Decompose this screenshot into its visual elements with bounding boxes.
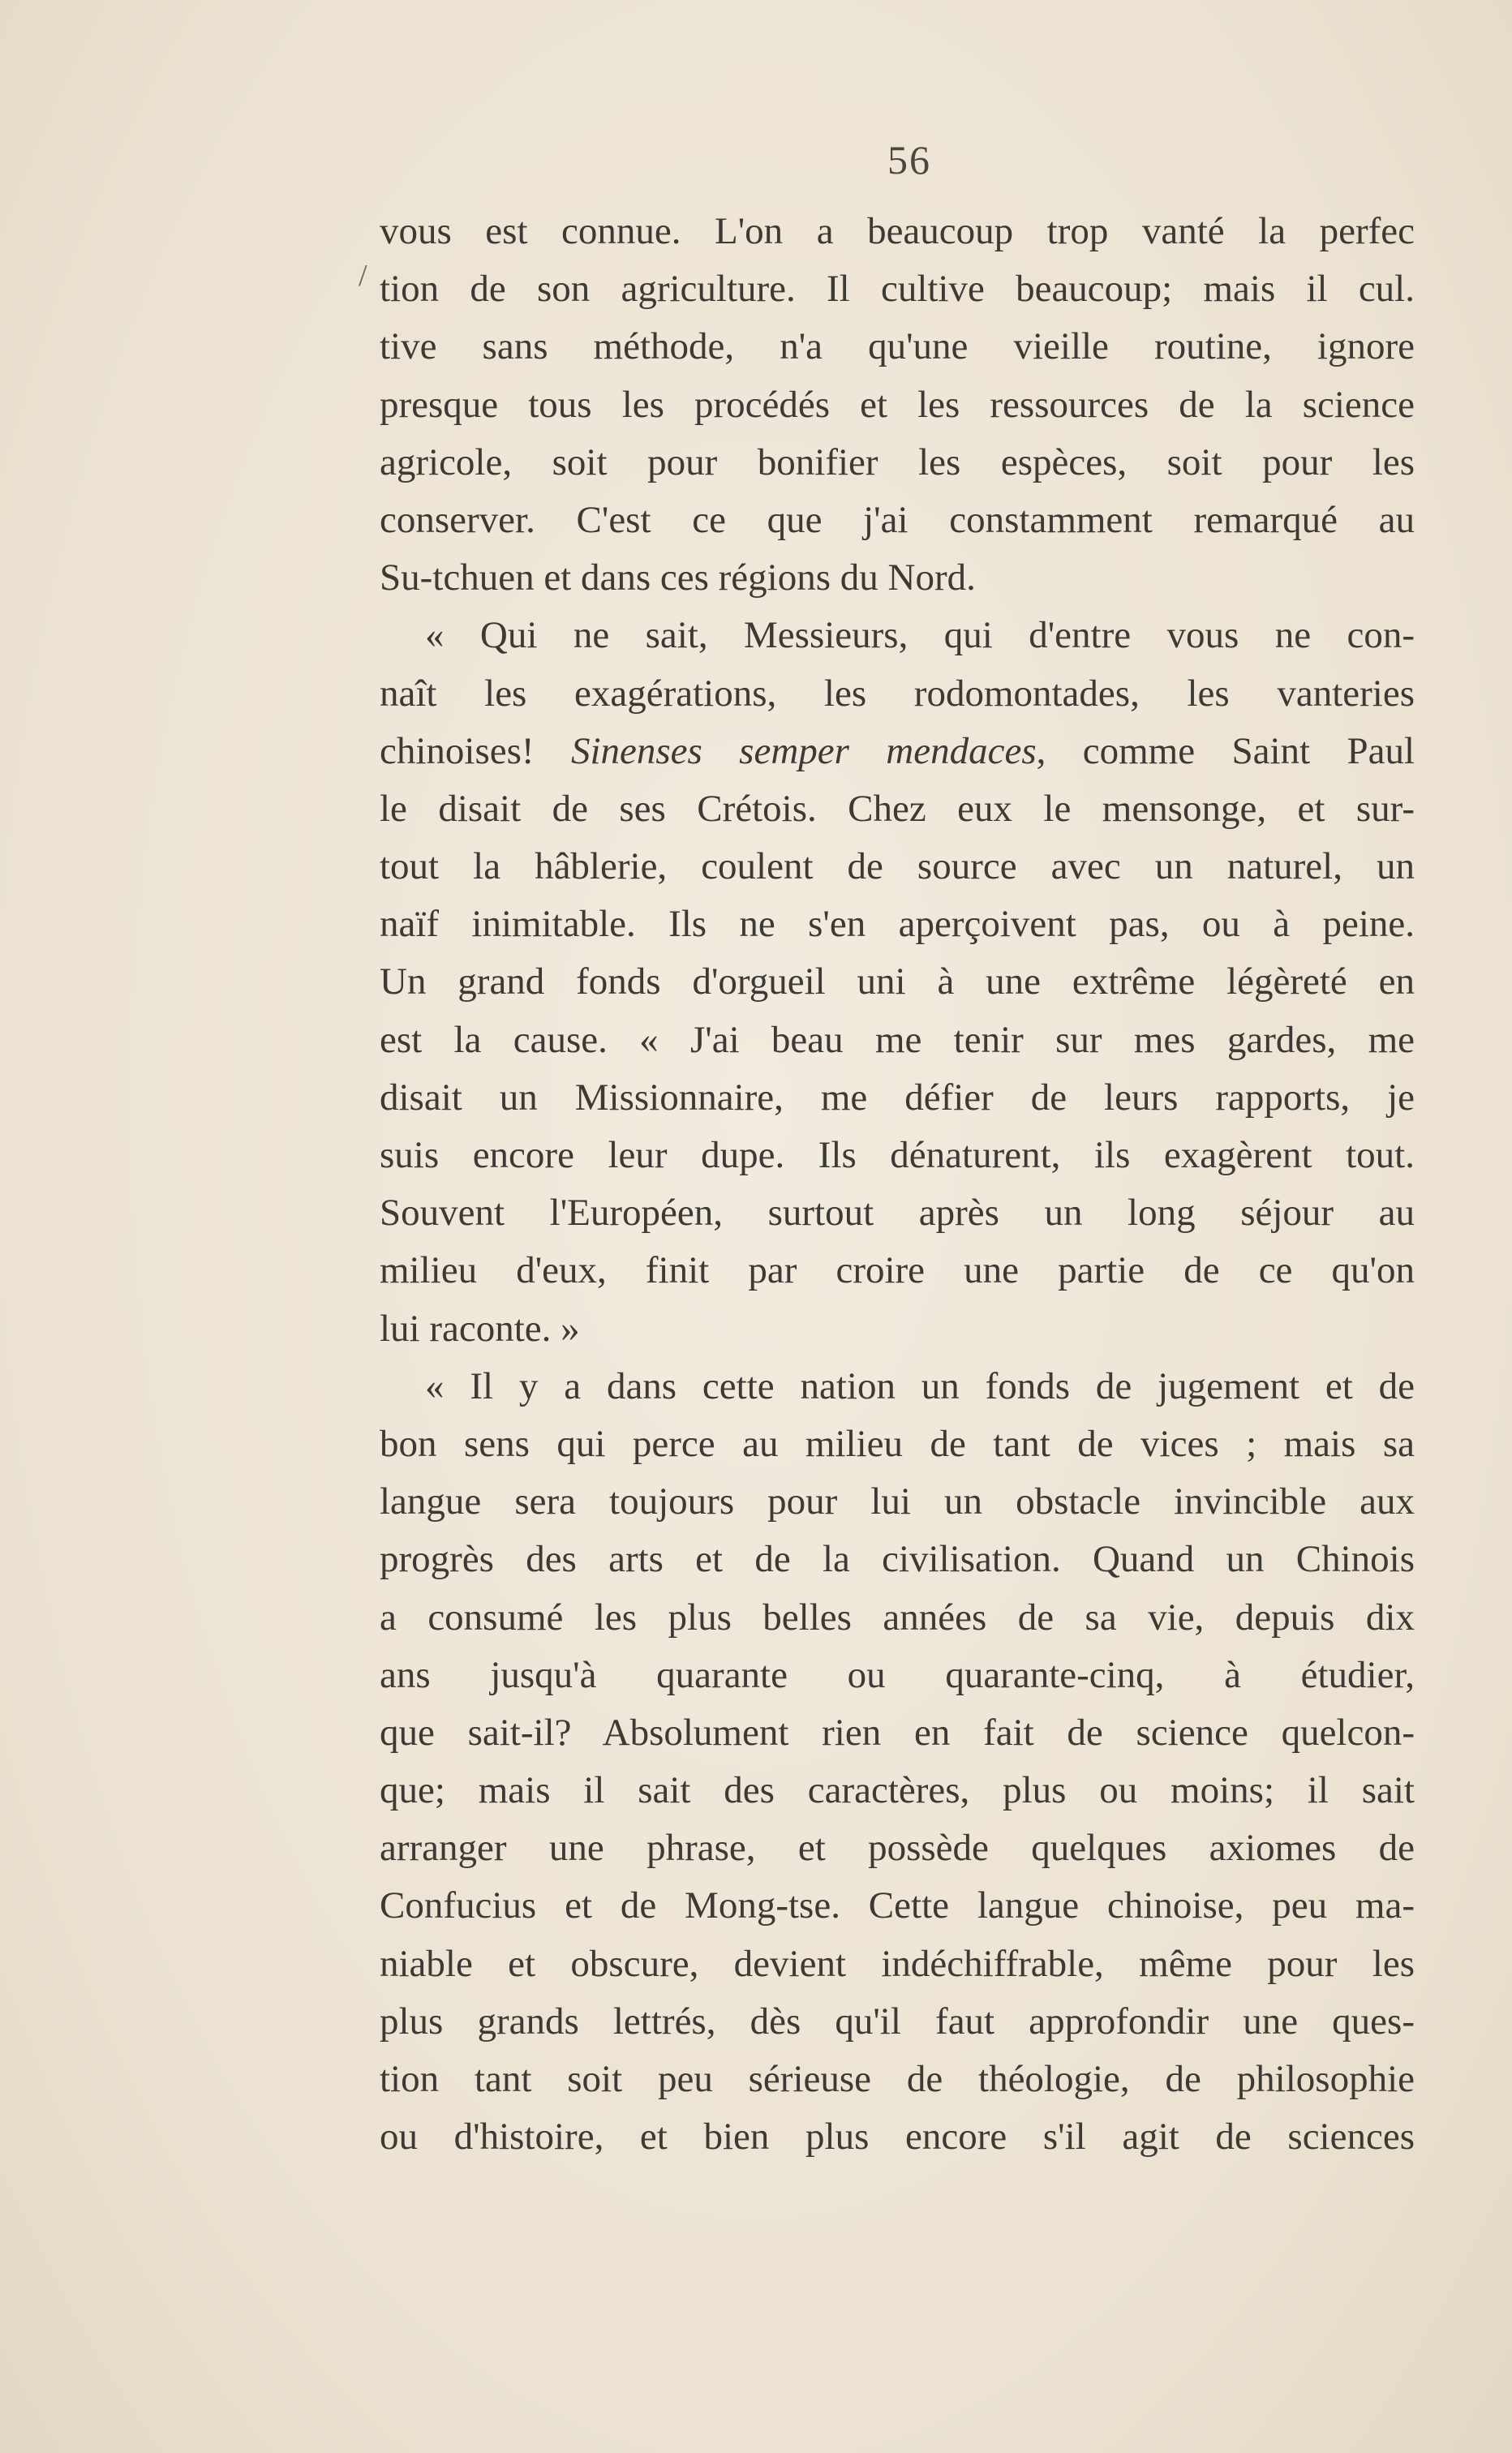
text-line: lui raconte. » (380, 1307, 580, 1350)
text-line: agricole, soit pour bonifier les espèces, soit pour les (380, 440, 1415, 483)
text-line: que sait-il? Absolument rien en fait de science quelcon- (380, 1711, 1415, 1754)
text-line: « Il y a dans cette nation un fonds de jugement et de (425, 1364, 1415, 1407)
text-line: naïf inimitable. Ils ne s'en aperçoivent pas, ou à peine. (380, 903, 1415, 946)
text-line: Un grand fonds d'orgueil uni à une extrême légèreté en (380, 960, 1415, 1003)
text-line: Souvent l'Européen, surtout après un long séjour au (380, 1192, 1415, 1235)
text-line: vous est connue. L'on a beaucoup trop vanté la perfec (380, 210, 1415, 252)
text-line: chinoises! Sinenses semper mendaces, comme Saint Paul (380, 729, 1415, 772)
text-line: ou d'histoire, et bien plus encore s'il agit de sciences (380, 2116, 1415, 2159)
latin-quote: Sinenses semper mendaces (570, 729, 1037, 772)
text-line: milieu d'eux, finit par croire une partie de ce qu'on (380, 1249, 1415, 1292)
body-text (380, 203, 1415, 2166)
text-line: arranger une phrase, et possède quelques axiomes de (380, 1827, 1415, 1870)
text-line: presque tous les procédés et les ressources de la science (380, 383, 1415, 426)
text-line: « Qui ne sait, Messieurs, qui d'entre vous ne con- (425, 614, 1415, 657)
page-number: 56 (887, 137, 931, 183)
text-line: ans jusqu'à quarante ou quarante-cinq, à étudier, (380, 1653, 1415, 1696)
text-line: niable et obscure, devient indéchiffrable, même pour les (380, 1942, 1415, 1985)
text-line: tout la hâblerie, coulent de source avec un naturel, un (380, 845, 1415, 888)
text-line: le disait de ses Crétois. Chez eux le mensonge, et sur- (380, 787, 1415, 830)
text-line: langue sera toujours pour lui un obstacle invincible aux (380, 1480, 1415, 1523)
text-line: naît les exagérations, les rodomontades, les vanteries (380, 672, 1415, 715)
text-line: Su-tchuen et dans ces régions du Nord. (380, 556, 976, 599)
text-line: a consumé les plus belles années de sa vie, depuis dix (380, 1596, 1415, 1639)
text-line: tive sans méthode, n'a qu'une vieille routine, ignore (380, 325, 1415, 368)
margin-mark: / (359, 259, 367, 293)
text-line: Confucius et de Mong-tse. Cette langue chinoise, peu ma- (380, 1884, 1415, 1927)
text-line: bon sens qui perce au milieu de tant de vices ; mais sa (380, 1422, 1415, 1465)
text-line: que; mais il sait des caractères, plus ou moins; il sait (380, 1769, 1415, 1812)
text-line: plus grands lettrés, dès qu'il faut approfondir une ques- (380, 2000, 1415, 2043)
text-line: disait un Missionnaire, me défier de leurs rapports, je (380, 1076, 1415, 1119)
text-line: conserver. C'est ce que j'ai constamment remarqué au (380, 498, 1415, 541)
text-line: tion de son agriculture. Il cultive beaucoup; mais il cul. (380, 268, 1415, 311)
text-line: est la cause. « J'ai beau me tenir sur mes gardes, me (380, 1018, 1415, 1061)
text-line: tion tant soit peu sérieuse de théologie, de philosophie (380, 2058, 1415, 2100)
text-line: suis encore leur dupe. Ils dénaturent, ils exagèrent tout. (380, 1134, 1415, 1176)
text-line: progrès des arts et de la civilisation. Quand un Chinois (380, 1538, 1415, 1581)
